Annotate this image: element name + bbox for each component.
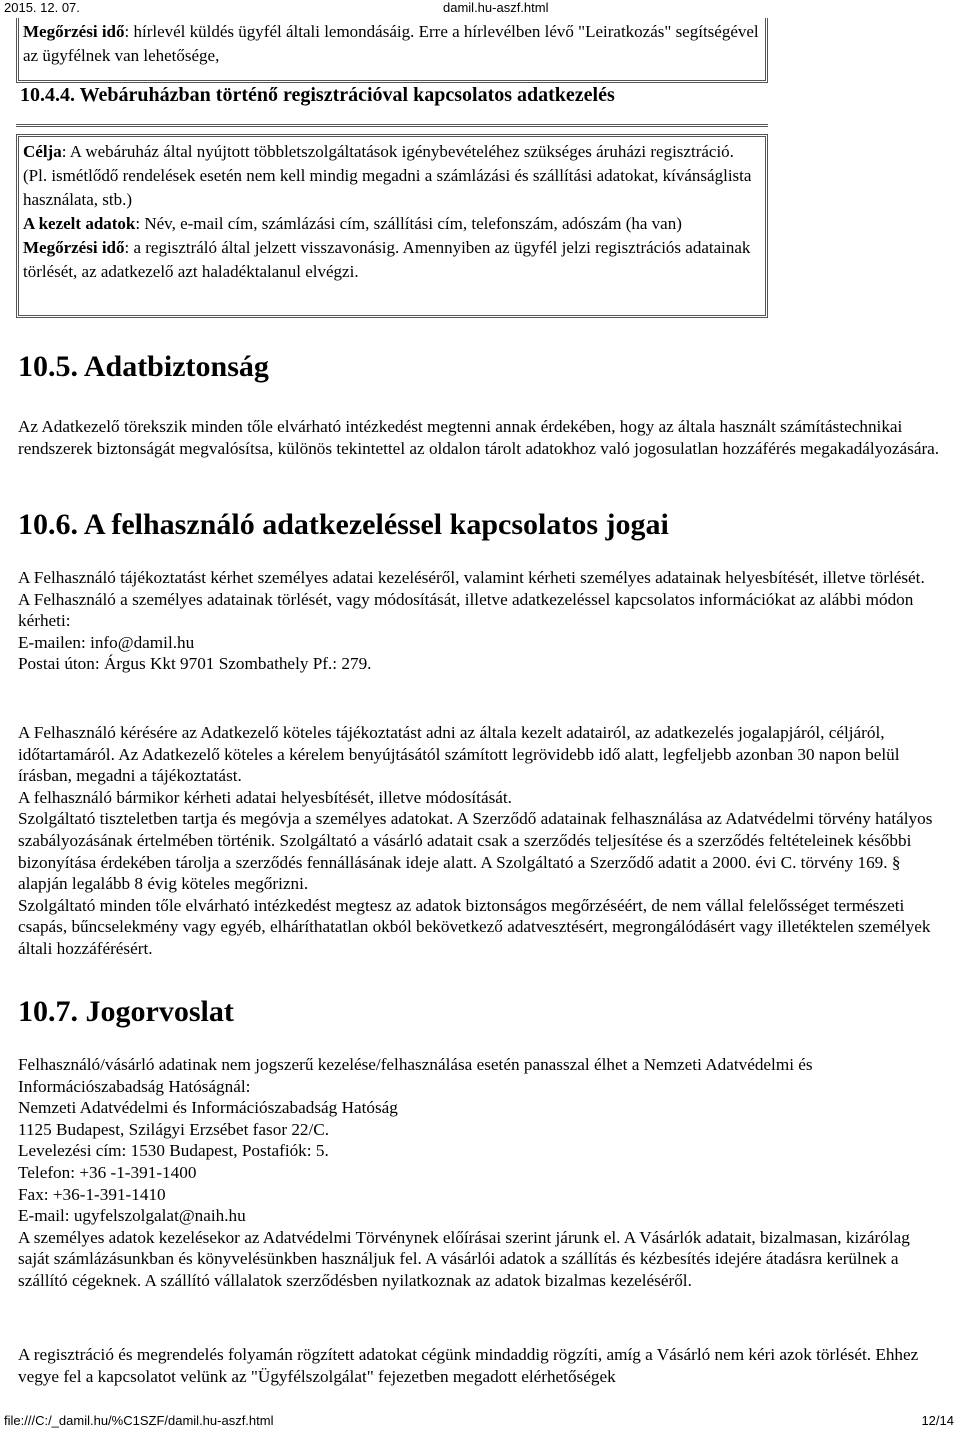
section-10-5-title: 10.5. Adatbiztonság xyxy=(18,350,269,383)
remedy-line: A személyes adatok kezelésekor az Adatvédelmi Törvénynek előírásai szerint járunk el. A Vásárlók adatait, bizalmasan, kizárólag saját számlázásunkban és könyvelésünkben használjuk fel. A vásárlói adatok a szállítás és kézbesítés idejére átadásra kerülnek a szállító cégeknek. A szállító vállalatok szerződésben nyilatkoznak az adatok bizalmas kezeléséről. xyxy=(18,1227,910,1290)
security-paragraph: Az Adatkezelő törekszik minden tőle elvárható intézkedést megtenni annak érdekében, hogy az általa használt számítástechnikai rendszerek biztonságát megvalósítsa, különös tekintettel az oldalon tárolt adatokhoz való jogosulatlan hozzáférés megakadályozására. xyxy=(18,417,940,458)
retention2-paragraph xyxy=(23,236,761,284)
rights-paragraph-2: A Felhasználó a személyes adatainak törlését, vagy módosítását, illetve adatkezeléssel kapcsolatos információkat az alábbi módon kérheti: xyxy=(18,589,914,631)
rights-paragraph-6: A felhasználó bármikor kérheti adatai helyesbítését, illetve módosítását. xyxy=(18,787,512,807)
section-10-7-last xyxy=(18,1344,943,1387)
remedy-line: E-mail: ugyfelszolgalat@naih.hu xyxy=(18,1206,246,1226)
rights-paragraph-8: Szolgáltató minden tőle elvárható intézkedést megtesz az adatok biztonságos megőrzéséért, de nem vállal felelősséget természeti csapás, bűncselekmény vagy egyéb, elháríthatatlan okból bekövetkező adatvesztésért, megrongálódásért vagy illetéktelen személyek általi hozzáférésért. xyxy=(18,895,931,958)
data-paragraph xyxy=(23,212,761,236)
section-10-4-4-title: 10.4.4. Webáruházban történő regisztrációval kapcsolatos adatkezelés xyxy=(20,84,615,106)
data-label: A kezelt adatok xyxy=(23,214,136,233)
retention2-text: : a regisztráló által jelzett visszavonásig. Amennyiben az ügyfél jelzi regisztrációs adatainak törlését, az adatkezelő azt haladéktalanul elvégzi. xyxy=(23,238,751,281)
retention-box xyxy=(16,18,768,83)
rights-paragraph-1: A Felhasználó tájékoztatást kérhet személyes adatai kezeléséről, valamint kérheti személyes adatainak helyesbítését, illetve törlését. xyxy=(18,568,925,587)
print-source-title: damil.hu-aszf.html xyxy=(443,0,549,15)
print-file-path: file:///C:/_damil.hu/%C1SZF/damil.hu-aszf.html xyxy=(4,1413,274,1428)
retention-paragraph xyxy=(23,20,761,68)
page-number: 12/14 xyxy=(921,1413,954,1428)
retention2-label: Megőrzési idő xyxy=(23,238,125,257)
remedy-line: Felhasználó/vásárló adatinak nem jogszerű kezelése/felhasználása esetén panasszal élhet a Nemzeti Adatvédelmi és Információszabadság Hatóságnál: xyxy=(18,1055,813,1096)
remedy-last-paragraph: A regisztráció és megrendelés folyamán rögzített adatokat cégünk mindaddig rögzíti, amíg a Vásárló nem kéri azok törlését. Ehhez vegye fel a kapcsolatot velünk az "Ügyfélszolgálat" fejezetben megadott elérhetőségek xyxy=(18,1345,919,1386)
purpose-text: : A webáruház által nyújtott többletszolgáltatások igénybevételéhez szükséges áruházi regisztráció. (Pl. ismétlődő rendelések esetén nem kell mindig megadni a számlázási és szállítási adatokat, kívánságlista használata, stb.) xyxy=(23,142,752,209)
retention-text: : hírlevél küldés ügyfél általi lemondásáig. Erre a hírlevélben lévő "Leiratkozás" segítségével az ügyfélnek van lehetősége, xyxy=(23,22,759,65)
section-10-7-title: 10.7. Jogorvoslat xyxy=(18,995,234,1028)
rights-email: E-mailen: info@damil.hu xyxy=(18,632,195,652)
remedy-line: 1125 Budapest, Szilágyi Erzsébet fasor 22/C. xyxy=(18,1119,330,1139)
print-footer xyxy=(0,1413,960,1429)
section-10-6-body-b xyxy=(18,722,943,960)
registration-box xyxy=(16,134,768,318)
purpose-label: Célja xyxy=(23,142,62,161)
retention-label: Megőrzési idő xyxy=(23,22,125,41)
section-divider xyxy=(16,124,768,130)
print-header xyxy=(0,0,960,16)
section-10-6-body-a xyxy=(18,567,943,675)
remedy-line: Telefon: +36 -1-391-1400 xyxy=(18,1162,197,1182)
purpose-paragraph xyxy=(23,140,761,212)
section-10-5-body xyxy=(18,416,943,459)
print-date: 2015. 12. 07. xyxy=(4,0,80,15)
rights-paragraph-7: Szolgáltató tiszteletben tartja és megóvja a személyes adatokat. A Szerződő adatainak felhasználása az Adatvédelmi törvény hatályos szabályozásának értelmében történik. Szolgáltató a vásárló adatait csak a szerződés teljesítése és a szerződés feltételeinek későbbi bizonyítása érdekében tárolja a szerződés fennállásának ideje alatt. A Szolgáltató a Szerződő adatit a 2000. évi C. törvény 169. § alapján legalább 8 évig köteles megőrizni. xyxy=(18,809,933,894)
section-10-6-title: 10.6. A felhasználó adatkezeléssel kapcsolatos jogai xyxy=(18,508,669,541)
remedy-line: Fax: +36-1-391-1410 xyxy=(18,1184,166,1204)
data-text: : Név, e-mail cím, számlázási cím, szállítási cím, telefonszám, adószám (ha van) xyxy=(135,214,682,233)
rights-postal: Postai úton: Árgus Kkt 9701 Szombathely Pf.: 279. xyxy=(18,654,372,674)
remedy-line: Nemzeti Adatvédelmi és Információszabadság Hatóság xyxy=(18,1098,398,1118)
rights-paragraph-5: A Felhasználó kérésére az Adatkezelő köteles tájékoztatást adni az általa kezelt adatairól, az adatkezelés jogalapjáról, céljáról, időtartamáról. Az Adatkezelő köteles a kérelem benyújtásától számított legrövidebb idő alatt, legfeljebb azonban 30 napon belül írásban, megadni a tájékoztatást. xyxy=(18,723,900,786)
remedy-line: Levelezési cím: 1530 Budapest, Postafiók: 5. xyxy=(18,1141,329,1161)
section-10-7-body xyxy=(18,1054,943,1292)
